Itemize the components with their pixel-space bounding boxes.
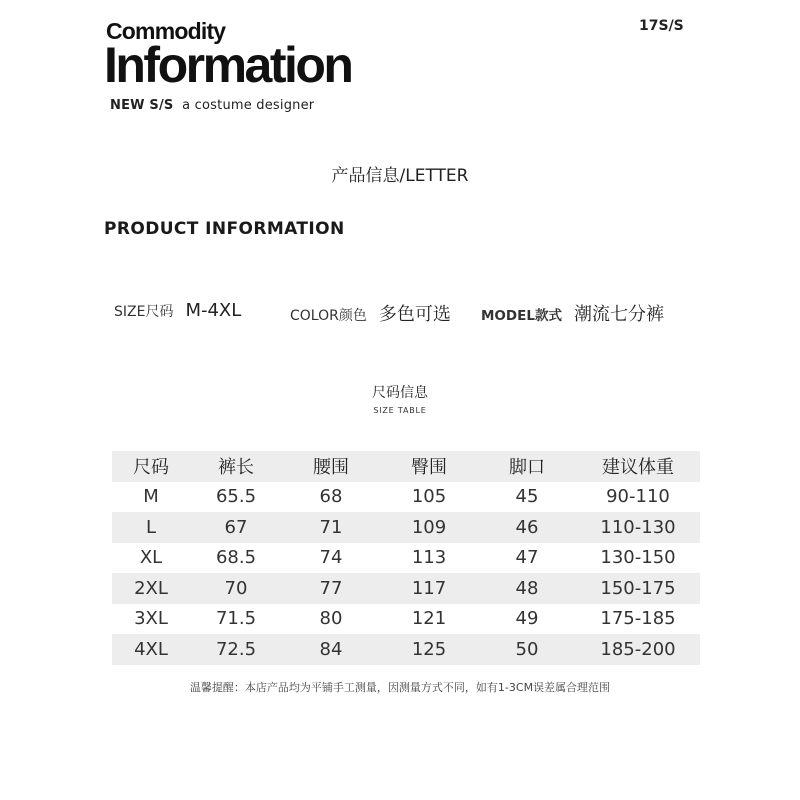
size-table-row	[112, 634, 700, 665]
size-table-header-cell: 裤长	[190, 451, 282, 482]
tagline	[110, 98, 314, 113]
size-table-cell: 84	[282, 634, 380, 665]
size-table-header-row	[112, 451, 700, 482]
size-table-header-cell: 建议体重	[576, 451, 700, 482]
size-table-cell: 185-200	[576, 634, 700, 665]
product-information-heading: PRODUCT INFORMATION	[104, 219, 345, 239]
brand-title-small: Commodity	[106, 18, 226, 44]
spec-model-label: MODEL款式	[481, 308, 562, 324]
size-table-cell: 117	[380, 573, 478, 604]
size-table-cell: XL	[139, 547, 163, 569]
tagline-new: NEW S/S	[110, 98, 174, 113]
size-table-title: 尺码信息	[372, 385, 428, 401]
size-table-cell: 70	[190, 573, 282, 604]
size-table-cell: L	[112, 512, 190, 543]
letter-heading: 产品信息/LETTER	[331, 166, 469, 186]
size-table-cell: 130-150	[600, 547, 676, 569]
size-table-cell: 46	[478, 512, 576, 543]
spec-size-value: M-4XL	[185, 300, 242, 321]
size-table-subtitle: SIZE TABLE	[373, 406, 427, 415]
size-table-cell: 175-185	[600, 608, 676, 630]
size-table-row	[112, 543, 700, 574]
size-table-cell: 47	[515, 547, 539, 569]
size-table-cell: 49	[515, 608, 539, 630]
size-table-cell: 105	[411, 486, 447, 508]
brand-title-large: Information	[104, 37, 352, 93]
size-table-cell: 65.5	[215, 486, 257, 508]
size-table-cell: 45	[515, 486, 539, 508]
size-table-cell: 4XL	[112, 634, 190, 665]
size-table-cell: 71	[282, 512, 380, 543]
measurement-footnote: 温馨提醒：本店产品均为平铺手工测量，因测量方式不同，如有1-3CM误差属合理范围	[189, 681, 611, 694]
size-table-cell: 109	[380, 512, 478, 543]
size-table-row	[112, 512, 700, 543]
size-table	[112, 451, 700, 665]
spec-model-value: 潮流七分裤	[573, 304, 664, 325]
size-table-cell: 110-130	[576, 512, 700, 543]
size-table-row	[112, 573, 700, 604]
size-table-cell: 3XL	[134, 608, 168, 630]
size-table-header-cell: 腰围	[282, 451, 380, 482]
size-table-cell: 48	[478, 573, 576, 604]
size-table-cell: 90-110	[606, 486, 670, 508]
spec-color	[290, 300, 451, 326]
size-table-cell: 72.5	[190, 634, 282, 665]
spec-model	[481, 300, 664, 326]
size-table-cell: 150-175	[576, 573, 700, 604]
size-table-cell: 50	[478, 634, 576, 665]
season-label: 17S/S	[639, 18, 684, 34]
size-table-cell: 68	[319, 486, 343, 508]
size-table-cell: 67	[190, 512, 282, 543]
size-table-header-cell: 臀围	[380, 451, 478, 482]
size-table-cell: 71.5	[215, 608, 257, 630]
size-table-cell: 68.5	[215, 547, 257, 569]
spec-size	[114, 300, 241, 321]
spec-color-value: 多色可选	[378, 304, 451, 325]
tagline-text: a costume designer	[182, 98, 315, 113]
spec-row	[0, 300, 800, 330]
size-table-cell: 80	[319, 608, 343, 630]
size-table-header-cell: 尺码	[112, 451, 190, 482]
size-table-row	[112, 482, 700, 513]
size-table-header-cell: 脚口	[478, 451, 576, 482]
size-table-cell: 113	[411, 547, 447, 569]
size-table-cell: 121	[411, 608, 447, 630]
size-table-cell: 74	[319, 547, 343, 569]
size-table-cell: M	[143, 486, 159, 508]
spec-size-label: SIZE尺码	[114, 304, 174, 320]
size-table-row	[112, 604, 700, 635]
size-table-cell: 2XL	[112, 573, 190, 604]
size-table-cell: 77	[282, 573, 380, 604]
spec-color-label: COLOR颜色	[290, 308, 367, 324]
size-table-cell: 125	[380, 634, 478, 665]
